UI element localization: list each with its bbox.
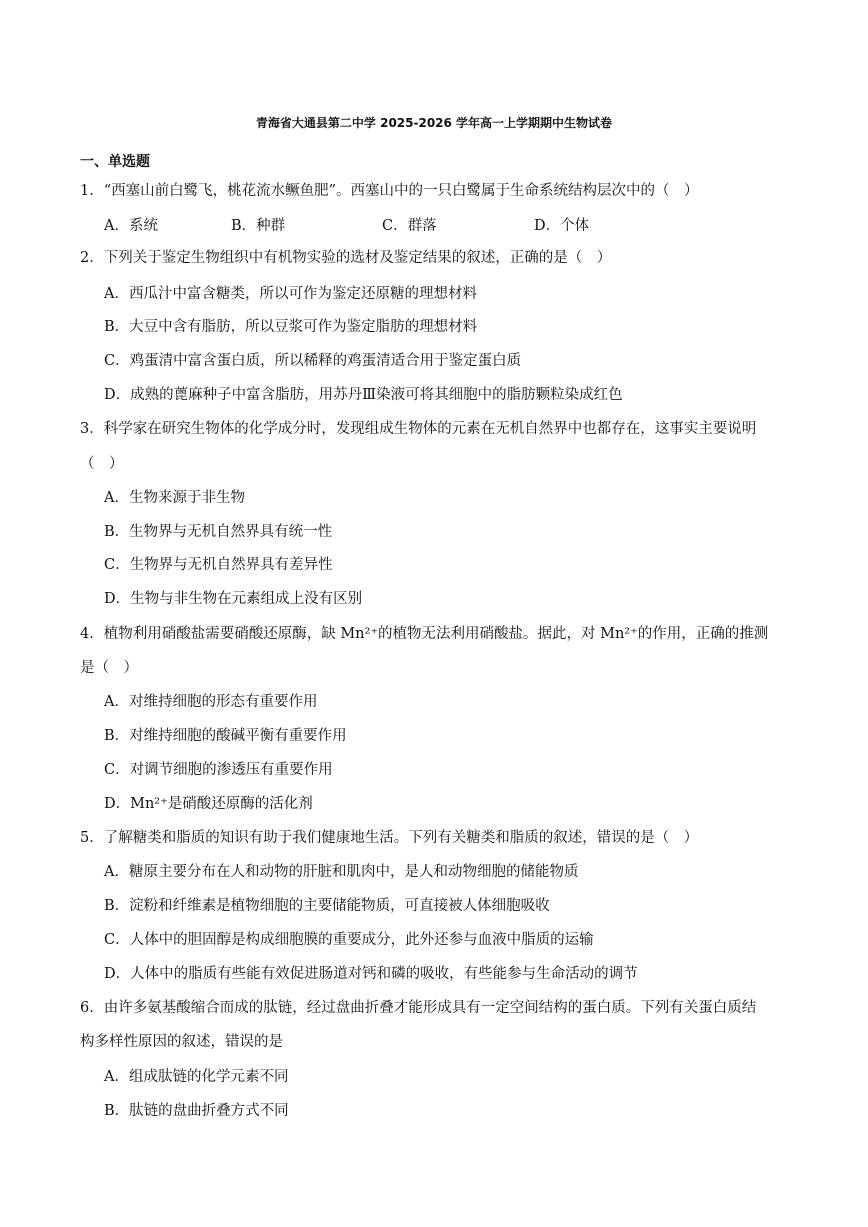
q1-option-a: A．系统 (104, 218, 158, 234)
q6-option-b: B．肽链的盘曲折叠方式不同 (104, 1103, 289, 1119)
q3-option-c: C．生物界与无机自然界具有差异性 (104, 557, 333, 573)
question-2-stem: 2．下列关于鉴定生物组织中有机物实验的选材及鉴定结果的叙述，正确的是（ ） (80, 250, 612, 266)
q4-option-d: D．Mn²⁺是硝酸还原酶的活化剂 (104, 796, 313, 812)
q6-option-a: A．组成肽链的化学元素不同 (104, 1069, 289, 1085)
q5-option-b: B．淀粉和纤维素是植物细胞的主要储能物质，可直接被人体细胞吸收 (104, 898, 550, 914)
q2-option-b: B．大豆中含有脂肪，所以豆浆可作为鉴定脂肪的理想材料 (104, 319, 478, 335)
q1-option-c: C．群落 (382, 218, 437, 234)
question-3-stem-line2: （ ） (80, 456, 124, 472)
q4-option-b: B．对维持细胞的酸碱平衡有重要作用 (104, 728, 347, 744)
q4-option-a: A．对维持细胞的形态有重要作用 (104, 694, 318, 710)
question-6-stem-line2: 构多样性原因的叙述，错误的是 (80, 1034, 283, 1050)
q1-option-d: D．个体 (534, 218, 590, 234)
q2-option-a: A．西瓜汁中富含糖类，所以可作为鉴定还原糖的理想材料 (104, 286, 477, 302)
question-4-stem-line1: 4．植物利用硝酸盐需要硝酸还原酶，缺 Mn²⁺的植物无法利用硝酸盐。据此，对 Mn²⁺的作用，正确的推测 (80, 626, 769, 642)
section-heading: 一、单选题 (80, 154, 150, 170)
q3-option-d: D．生物与非生物在元素组成上没有区别 (104, 591, 363, 607)
question-1-stem: 1．“西塞山前白鹭飞，桃花流水鳜鱼肥”。西塞山中的一只白鹭属于生命系统结构层次中的（ ） (80, 183, 699, 199)
question-6-stem-line1: 6．由许多氨基酸缩合而成的肽链，经过盘曲折叠才能形成具有一定空间结构的蛋白质。下列有关蛋白质结 (80, 1000, 757, 1016)
q3-option-b: B．生物界与无机自然界具有统一性 (104, 524, 333, 540)
q5-option-a: A．糖原主要分布在人和动物的肝脏和肌肉中，是人和动物细胞的储能物质 (104, 864, 579, 880)
q5-option-c: C．人体中的胆固醇是构成细胞膜的重要成分，此外还参与血液中脂质的运输 (104, 932, 594, 948)
exam-title: 青海省大通县第二中学 2025-2026 学年高一上学期期中生物试卷 (255, 116, 613, 130)
q2-option-c: C．鸡蛋清中富含蛋白质，所以稀释的鸡蛋清适合用于鉴定蛋白质 (104, 353, 522, 369)
q4-option-c: C．对调节细胞的渗透压有重要作用 (104, 762, 333, 778)
q3-option-a: A．生物来源于非生物 (104, 490, 245, 506)
question-4-stem-line2: 是（ ） (80, 660, 138, 676)
question-5-stem: 5．了解糖类和脂质的知识有助于我们健康地生活。下列有关糖类和脂质的叙述，错误的是（ ） (80, 830, 699, 846)
q5-option-d: D．人体中的脂质有些能有效促进肠道对钙和磷的吸收，有些能参与生命活动的调节 (104, 966, 638, 982)
question-3-stem-line1: 3．科学家在研究生物体的化学成分时，发现组成生物体的元素在无机自然界中也都存在，这事实主要说明 (80, 421, 757, 437)
q2-option-d: D．成熟的蓖麻种子中富含脂肪，用苏丹Ⅲ染液可将其细胞中的脂肪颗粒染成红色 (104, 387, 623, 403)
q1-option-b: B．种群 (231, 218, 286, 234)
